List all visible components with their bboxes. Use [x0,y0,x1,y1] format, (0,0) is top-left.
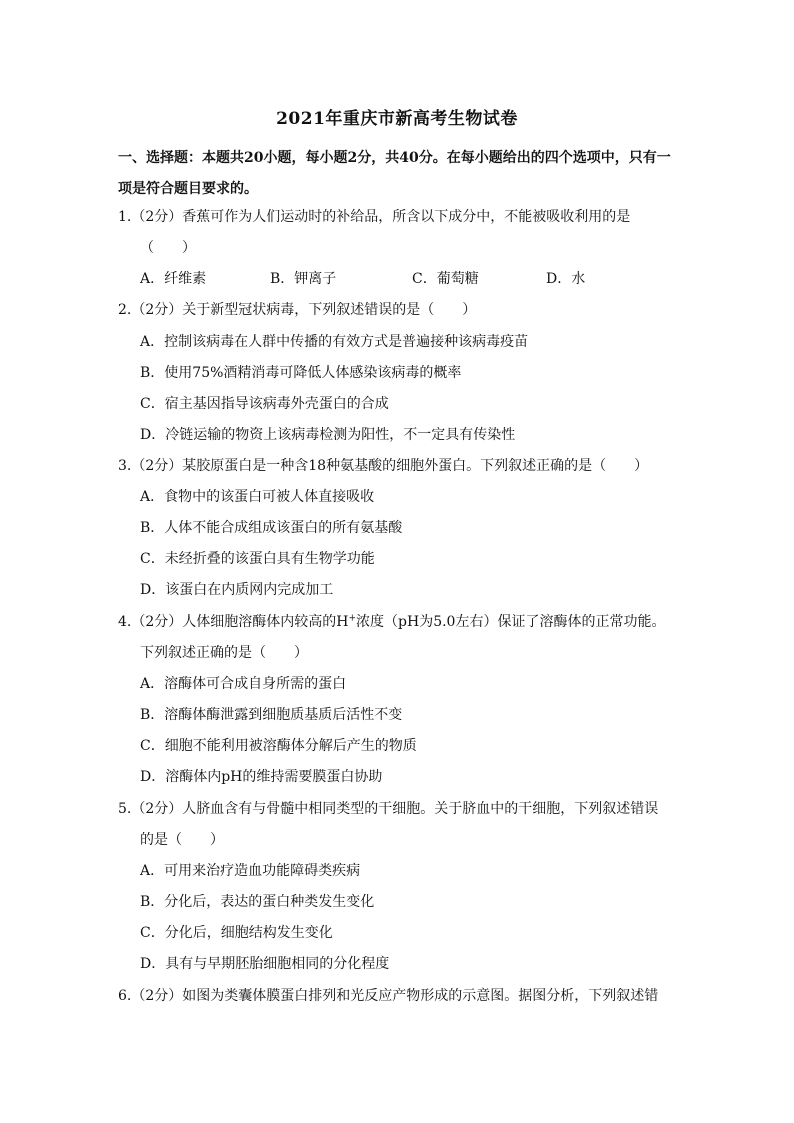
question-4-stem-part-1: 4.（2分）人体细胞溶酶体内较高的H [118,614,349,630]
question-5-option-d: D．具有与早期胚胎细胞相同的分化程度 [140,956,390,972]
section-heading: 一、选择题：本题共20小题，每小题2分，共40分。在每小题给出的四个选项中，只有一项是符合题目要求的。 [118,150,671,197]
question-5-option-c: C．分化后，细胞结构发生变化 [140,925,333,941]
question-5-option-a: A．可用来治疗造血功能障碍类疾病 [140,863,361,879]
question-2-option-b: B．使用75%酒精消毒可降低人体感染该病毒的概率 [140,365,462,381]
question-1-option-c: C．葡萄糖 [412,271,479,287]
question-1-answer-blank: （ ） [140,240,196,256]
question-2-option-d: D．冷链运输的物资上该病毒检测为阳性，不一定具有传染性 [140,427,516,443]
question-6-stem: 6.（2分）如图为类囊体膜蛋白排列和光反应产物形成的示意图。据图分析，下列叙述错 [118,988,659,1004]
question-2-stem: 2.（2分）关于新型冠状病毒，下列叙述错误的是（ ） [118,302,477,318]
question-5-stem: 5.（2分）人脐血含有与骨髓中相同类型的干细胞。关于脐血中的干细胞，下列叙述错误 [118,801,659,817]
question-5-option-b: B．分化后，表达的蛋白种类发生变化 [140,894,375,910]
question-2-option-c: C．宿主基因指导该病毒外壳蛋白的合成 [140,396,389,412]
exam-title: 2021年重庆市新高考生物试卷 [276,109,518,129]
question-4-stem [118,612,665,632]
question-5-stem-continued: 的是（ ） [140,832,224,848]
question-4-stem-part-2: 浓度（pH为5.0左右）保证了溶酶体的正常功能。 [356,614,666,630]
question-3-option-c: C．未经折叠的该蛋白具有生物学功能 [140,551,375,567]
question-3-option-b: B．人体不能合成组成该蛋白的所有氨基酸 [140,520,403,536]
question-3-option-a: A．食物中的该蛋白可被人体直接吸收 [140,489,375,505]
question-4-option-b: B．溶酶体酶泄露到细胞质基质后活性不变 [140,707,403,723]
question-1-option-a: A．纤维素 [140,271,207,287]
question-2-option-a: A．控制该病毒在人群中传播的有效方式是普遍接种该病毒疫苗 [140,334,529,350]
question-4-option-d: D．溶酶体内pH的维持需要膜蛋白协助 [140,769,383,785]
question-3-option-d: D．该蛋白在内质网内完成加工 [140,582,334,598]
question-1-stem: 1.（2分）香蕉可作为人们运动时的补给品，所含以下成分中，不能被吸收利用的是 [118,209,631,225]
question-4-hydrogen-charge: + [348,613,357,624]
question-4-option-a: A．溶酶体可合成自身所需的蛋白 [140,676,347,692]
question-1-option-d: D．水 [546,271,586,287]
question-4-option-c: C．细胞不能利用被溶酶体分解后产生的物质 [140,738,417,754]
question-1-option-b: B．钾离子 [270,271,337,287]
question-4-stem-continued: 下列叙述正确的是（ ） [140,645,308,661]
question-3-stem: 3.（2分）某胶原蛋白是一种含18种氨基酸的细胞外蛋白。下列叙述正确的是（ ） [118,458,649,474]
